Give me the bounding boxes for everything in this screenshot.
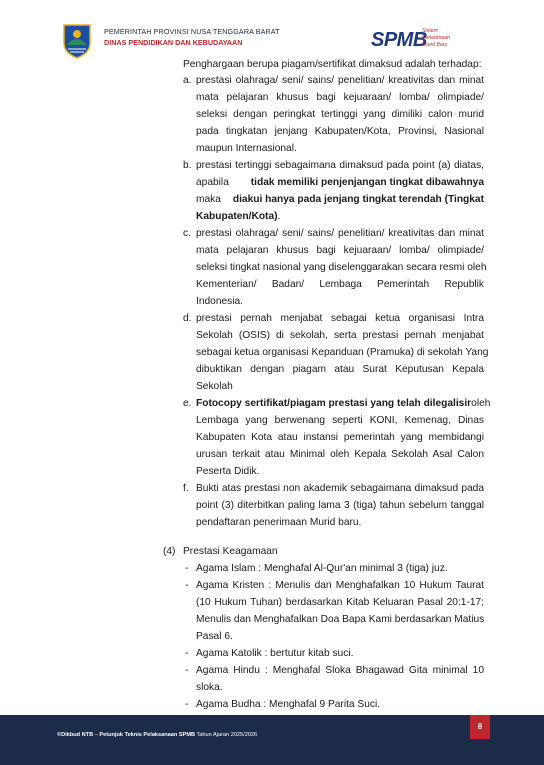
item-a-line: prestasi olahraga/ seni/ sains/ penelitian/ kreativitas dan minat (196, 75, 484, 86)
item-c-line: prestasi olahraga/ seni/ sains/ penelitian/ kreativitas dan minat (196, 228, 484, 239)
item-c-line: Indonesia. (196, 296, 244, 307)
item-b-line: maka diakui hanya pada jenjang tingkat terendah (Tingkat (196, 194, 484, 205)
item-a-line: seleksi dengan peringkat tertinggi yang dimiliki calon murid (196, 109, 484, 120)
list-dash: - (185, 580, 189, 591)
item-d-line: Sekolah (OSIS) di sekolah, serta prestasi pernah menjabat (196, 330, 484, 341)
section-number: (4) (163, 546, 176, 557)
religion-item: Menulis dan Menghafalkan Doa Bapa Kami berdasarkan Matius (196, 614, 485, 625)
item-e-line: urusan terkait atau Minimal oleh Kepala Sekolah Asal Calon (196, 449, 484, 460)
list-dash: - (185, 665, 189, 676)
religion-item: Agama Kristen : Menulis dan Menghafalkan 10 Hukum Taurat (196, 580, 484, 591)
intro-text: Penghargaan berupa piagam/sertifikat dimaksud adalah terhadap: (183, 59, 482, 70)
item-d-line: sebagai ketua organisasi Kepanduan (Pramuka) di sekolah Yang (196, 347, 489, 358)
item-marker: e. (183, 398, 192, 409)
item-e-line: Fotocopy sertifikat/piagam prestasi yang telah dilegalisir oleh (196, 398, 491, 409)
item-a-line: pada tingkatan jenjang Kabupaten/Kota, Provinsi, Nasional (196, 126, 484, 137)
item-d-line: prestasi pernah menjabat sebagai ketua organisasi Intra (196, 313, 484, 324)
list-dash: - (185, 699, 189, 710)
footer-text: ©Dikbud NTB – Petunjuk Teknis Pelaksanaan SPMB Tahun Ajaran 2025/2026 (57, 732, 258, 738)
item-c-line: seleksi tingkat nasional yang diselenggarakan secara resmi oleh (196, 262, 487, 273)
religion-item: Agama Hindu : Menghafal Sloka Bhagawad Gita minimal 10 (196, 665, 484, 676)
page-footer (0, 715, 544, 765)
spmb-logo: SPMB (371, 29, 427, 51)
item-marker: b. (183, 160, 192, 171)
spmb-logo-subtitle: Sistem Penerimaan Murid Baru (422, 28, 450, 48)
religion-item: Agama Katolik : bertutur kitab suci. (196, 648, 354, 659)
item-f-line: Bukti atas prestasi non akademik sebagaimana dimaksud pada (196, 483, 484, 494)
item-a-line: maupun Internasional. (196, 143, 297, 154)
item-c-line: Kementerian/ Badan/ Lembaga Pemerintah Republik (196, 279, 484, 290)
item-b-line: prestasi tertinggi sebagaimana dimaksud pada point (a) diatas, (196, 160, 484, 171)
item-b-line: Kabupaten/Kota). (196, 211, 281, 222)
item-c-line: mata pelajaran khusus bagi kejuaraan/ lomba/ olimpiade/ (196, 245, 484, 256)
religion-item: sloka. (196, 682, 223, 693)
list-dash: - (185, 648, 189, 659)
item-marker: d. (183, 313, 192, 324)
item-marker: f. (183, 483, 189, 494)
religion-item: Agama Islam : Menghafal Al-Qur'an minimal 3 (tiga) juz. (196, 563, 448, 574)
item-d-line: dibuktikan dengan piagam atau Surat Keputusan Kepala (196, 364, 484, 375)
religion-item: Agama Budha : Menghafal 9 Parita Suci. (196, 699, 381, 710)
item-f-line: pendaftaran penerimaan Murid baru. (196, 517, 362, 528)
item-marker: a. (183, 75, 192, 86)
province-name: PEMERINTAH PROVINSI NUSA TENGGARA BARAT (104, 27, 280, 36)
item-b-line: apabila tidak memiliki penjenjangan tingkat dibawahnya (196, 177, 484, 188)
item-marker: c. (183, 228, 191, 239)
item-e-line: Peserta Didik. (196, 466, 260, 477)
item-d-line: Sekolah (196, 381, 233, 392)
religion-item: Pasal 6. (196, 631, 233, 642)
item-f-line: point (3) diterbitkan paling lama 3 (tiga) tahun sebelum tanggal (196, 500, 484, 511)
item-e-line: Lembaga yang berwenang seperti KONI, Kemenag, Dinas (196, 415, 484, 426)
page-number: 8 (470, 715, 490, 739)
department-name: DINAS PENDIDIKAN DAN KEBUDAYAAN (104, 38, 243, 47)
religion-item: (10 Hukum Tuhan) berdasarkan Kitab Keluaran Pasal 20:1-17; (196, 597, 484, 608)
item-e-line: Kabupaten Kota atau instansi pemerintah yang membidangi (196, 432, 484, 443)
list-dash: - (185, 563, 189, 574)
section-title: Prestasi Keagamaan (183, 546, 278, 557)
ntb-emblem-icon (62, 23, 92, 59)
item-a-line: mata pelajaran khusus bagi kejuaraan/ lomba/ olimpiade/ (196, 92, 484, 103)
